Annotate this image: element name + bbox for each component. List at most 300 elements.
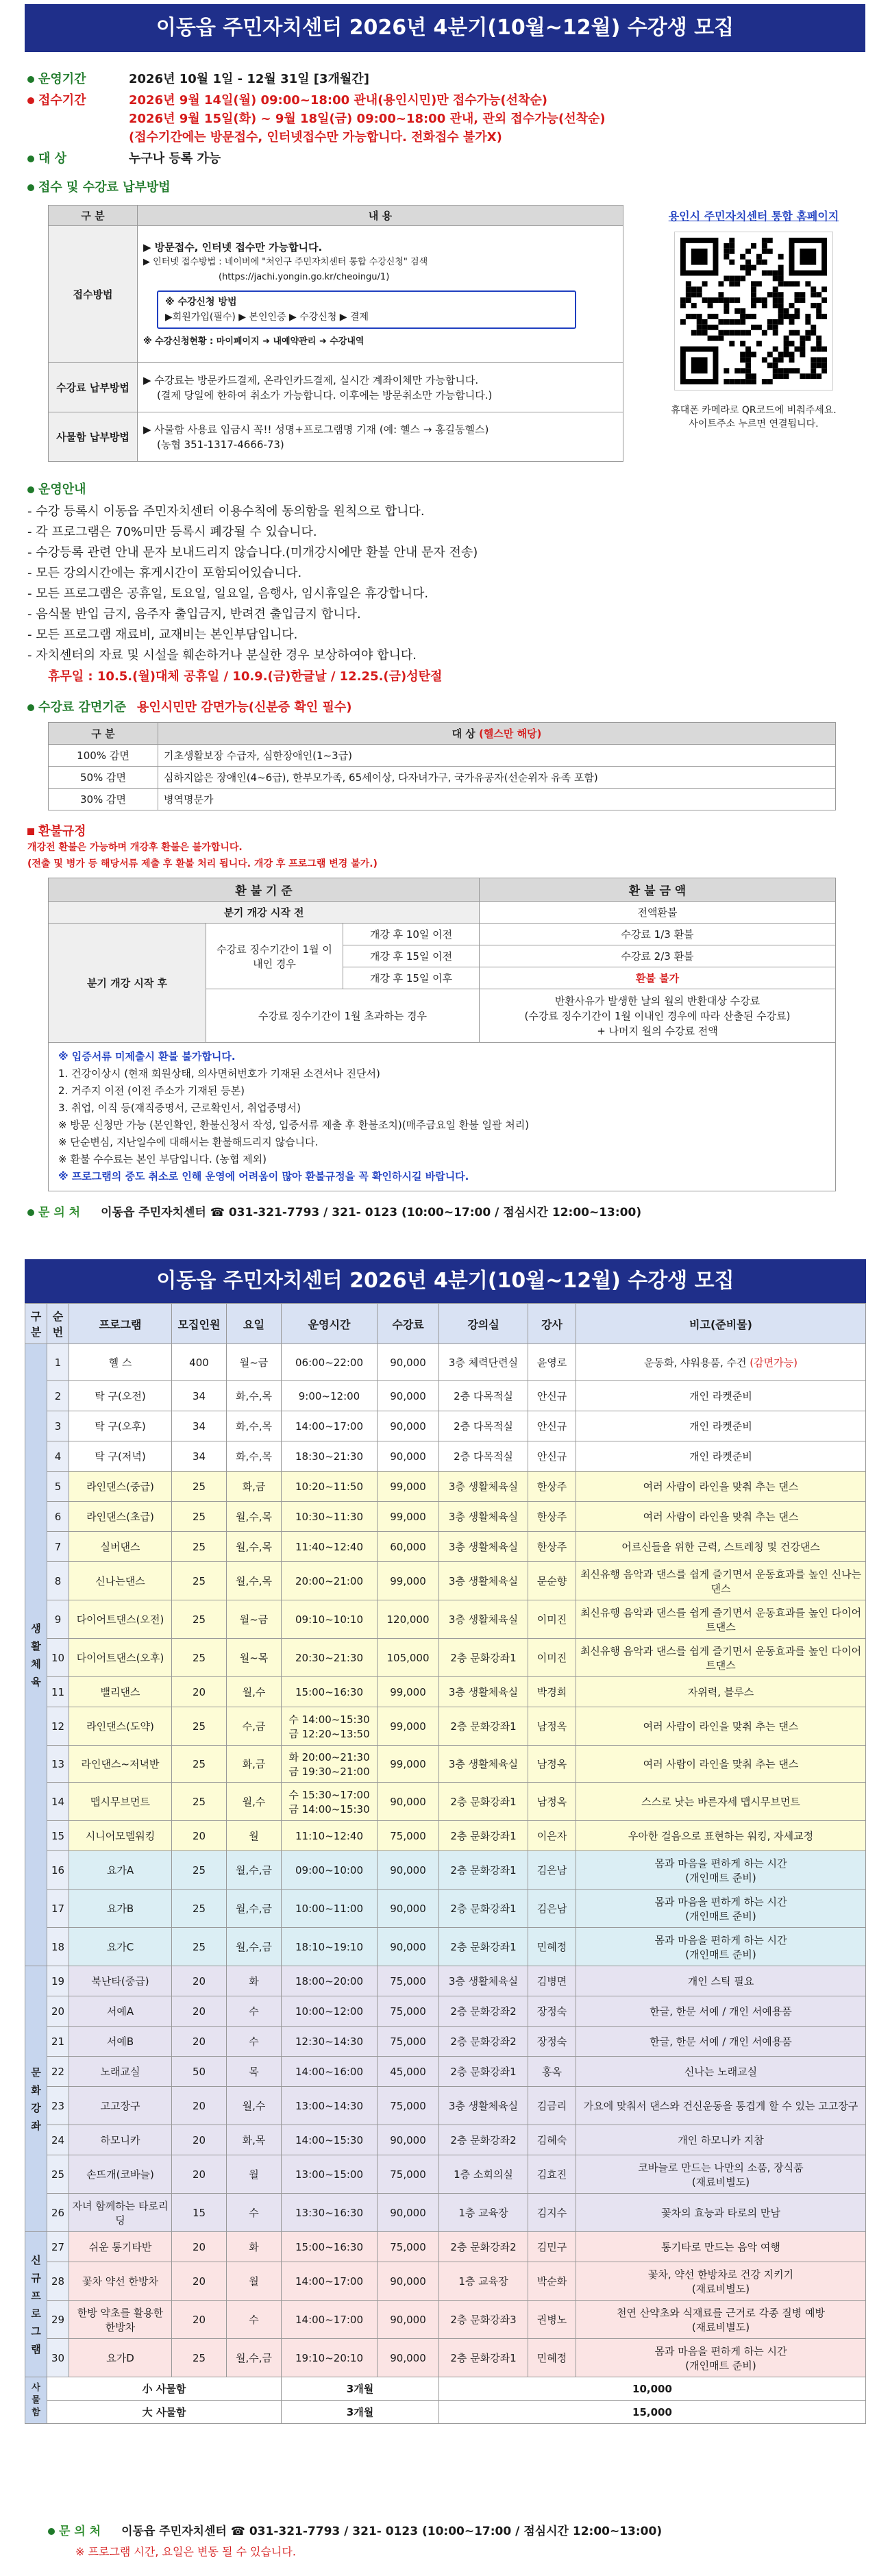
weekday xyxy=(227,2155,282,2194)
guide-label: 운영안내 xyxy=(38,482,86,497)
cell-line: 20:30~21:30 xyxy=(295,1651,364,1664)
cell-line: 75,000 xyxy=(390,1829,426,1842)
cell-line: 3층 생활체육실 xyxy=(448,1481,519,1493)
cell-line: 월,수,금 xyxy=(235,1864,272,1877)
footer-contact xyxy=(48,2521,662,2538)
room xyxy=(439,2027,528,2057)
room xyxy=(439,1344,528,1381)
fee xyxy=(378,2027,439,2057)
refund-sub-period: 개강 후 15일 이후 xyxy=(343,967,480,989)
note xyxy=(576,1381,866,1411)
cell-line: 75,000 xyxy=(390,2035,426,2048)
program-name xyxy=(69,1677,172,1707)
weekday xyxy=(227,1821,282,1851)
cell-line: 13:00~14:30 xyxy=(295,2099,364,2112)
room xyxy=(439,2262,528,2301)
note xyxy=(576,1821,866,1851)
cell-line: 18:10~19:10 xyxy=(295,1940,364,1953)
row-number xyxy=(47,2339,69,2377)
refund-doc-item: 1. 건강이상시 (현재 회원상태, 의사면허번호가 기재된 소견서나 진단서) xyxy=(58,1067,380,1080)
cell-line: 3층 생활체육실 xyxy=(448,1686,519,1698)
apply-method-title: ※ 수강신청 방법 xyxy=(165,296,237,308)
weekday xyxy=(227,1639,282,1677)
cell-line: 김은남 xyxy=(536,1864,567,1877)
row-number xyxy=(47,1639,69,1677)
cell-line: 서예A xyxy=(106,2005,134,2018)
refund-sub-amount: 환불 불가 xyxy=(480,967,836,989)
bullet-icon xyxy=(27,1209,34,1216)
fee xyxy=(378,2262,439,2301)
capacity xyxy=(172,1890,227,1928)
note xyxy=(576,2087,866,2125)
run-time xyxy=(282,1707,378,1746)
instructor xyxy=(528,1966,576,1996)
schedule-row xyxy=(25,1532,866,1562)
schedule-row xyxy=(25,1600,866,1639)
category-char: 활 xyxy=(31,1639,41,1652)
locker-category xyxy=(25,2377,47,2424)
note xyxy=(576,2155,866,2194)
room xyxy=(439,1600,528,1639)
instructor xyxy=(528,1600,576,1639)
schedule-category xyxy=(25,2232,47,2377)
program-name xyxy=(69,2232,172,2262)
cell-line: 라인댄스~저녁반 xyxy=(81,1758,160,1770)
note xyxy=(576,1562,866,1600)
instructor xyxy=(528,1677,576,1707)
capacity xyxy=(172,2194,227,2232)
cell-line: 장정숙 xyxy=(536,2005,567,2018)
guide-title xyxy=(27,480,850,497)
target-row xyxy=(27,149,863,168)
cell-line: 15 xyxy=(51,1829,65,1842)
schedule-header-cell: 강의실 xyxy=(439,1304,528,1344)
cell-line: (개인매트 준비) xyxy=(685,1909,756,1922)
row-number xyxy=(47,1441,69,1472)
cell-line: 개인 라켓준비 xyxy=(689,1420,752,1433)
pay-row-label: 접수방법 xyxy=(49,226,138,363)
cell-line: 김금리 xyxy=(536,2100,567,2112)
cell-line: 09:00~10:00 xyxy=(295,1863,364,1877)
cell-line: 맵시무브먼트 xyxy=(90,1796,150,1808)
run-time xyxy=(282,2155,378,2194)
fee xyxy=(378,1677,439,1707)
instructor xyxy=(528,1381,576,1411)
schedule-row xyxy=(25,1472,866,1502)
refund-over-value-2: (수강료 징수기간이 1월 이내인 경우에 따라 산출된 수강료) xyxy=(524,1009,791,1022)
cell-line: 남정옥 xyxy=(536,1796,567,1808)
cell-line: 한글, 한문 서예 / 개인 서예용품 xyxy=(650,2035,792,2048)
fee xyxy=(378,1441,439,1472)
cell-line: 3층 생활체육실 xyxy=(448,1575,519,1587)
fee xyxy=(378,1928,439,1966)
capacity xyxy=(172,2125,227,2155)
cell-line: 천연 산약초와 식재료를 근거로 각종 질병 예방 xyxy=(617,2306,825,2319)
cell-line: 8 xyxy=(54,1574,62,1587)
run-time xyxy=(282,1966,378,1996)
program-name xyxy=(69,1746,172,1783)
pay-row3-line2: (농협 351-1317-4666-73) xyxy=(157,438,284,451)
cell-line: 이미진 xyxy=(536,1613,567,1626)
cell-line: 26 xyxy=(51,2206,65,2219)
cell-line: 월~목 xyxy=(239,1652,269,1664)
discount-row xyxy=(49,789,836,810)
discount-header-note: (헬스만 해당) xyxy=(479,728,542,740)
cell-line: 한글, 한문 서예 / 개인 서예용품 xyxy=(650,2005,792,2018)
run-time xyxy=(282,1639,378,1677)
program-name xyxy=(69,1532,172,1562)
cell-line: 90,000 xyxy=(390,2133,426,2146)
weekday xyxy=(227,1677,282,1707)
category-char: 프 xyxy=(31,2289,41,2302)
program-name xyxy=(69,2155,172,2194)
room xyxy=(439,2057,528,2087)
cell-line: 1층 소회의실 xyxy=(454,2168,513,2181)
instructor xyxy=(528,2125,576,2155)
cell-line: 2층 문화강좌2 xyxy=(450,2035,517,2048)
cell-line: 7 xyxy=(54,1540,62,1553)
cell-line: 18 xyxy=(51,1940,65,1953)
note xyxy=(576,2339,866,2377)
schedule-header-cell: 프로그램 xyxy=(69,1304,172,1344)
guide-item: - 음식물 반입 금지, 음주자 출입금지, 반려견 출입금지 합니다. xyxy=(27,607,361,621)
cell-line: 다이어트댄스(오후) xyxy=(76,1652,164,1664)
locker-row xyxy=(25,2401,866,2424)
run-time xyxy=(282,1890,378,1928)
row-number xyxy=(47,2087,69,2125)
cell-line: 2층 문화강좌1 xyxy=(450,1864,517,1877)
cell-line: 화 xyxy=(249,2241,259,2253)
instructor xyxy=(528,1851,576,1890)
program-name xyxy=(69,2301,172,2339)
program-name xyxy=(69,1600,172,1639)
category-char: 그 xyxy=(31,2325,41,2338)
cell-line: 19 xyxy=(51,1974,65,1987)
schedule-row xyxy=(25,2087,866,2125)
row-number xyxy=(47,1746,69,1783)
note xyxy=(576,2125,866,2155)
cell-line: 2층 문화강좌1 xyxy=(450,1652,517,1664)
target-label: 대 상 xyxy=(38,151,67,166)
info-block xyxy=(27,70,863,195)
qr-caption-1: 휴대폰 카메라로 QR코드에 비춰주세요. xyxy=(671,405,837,416)
room xyxy=(439,1821,528,1851)
program-name xyxy=(69,1381,172,1411)
note xyxy=(576,2301,866,2339)
schedule-row xyxy=(25,2155,866,2194)
cell-line: 하모니카 xyxy=(100,2134,140,2146)
pay-row2-line1: ▶ 수강료는 방문카드결제, 온라인카드결제, 실시간 계좌이체만 가능합니다. xyxy=(143,373,479,386)
program-name xyxy=(69,2057,172,2087)
refund-doc-item: 2. 거주지 이전 (이전 주소가 기재된 등본) xyxy=(58,1085,245,1097)
cell-line: 월,수 xyxy=(242,1686,266,1698)
row-number xyxy=(47,1381,69,1411)
cell-line: 90,000 xyxy=(390,1940,426,1953)
schedule-row xyxy=(25,1502,866,1532)
capacity xyxy=(172,2087,227,2125)
row-number xyxy=(47,1344,69,1381)
guide-item: - 모든 강의시간에는 휴게시간이 포함되어있습니다. xyxy=(27,566,302,580)
cell-line: 45,000 xyxy=(390,2065,426,2078)
cell-line: 수 xyxy=(249,2314,259,2326)
refund-simple: ※ 단순변심, 지난일수에 대해서는 환불해드리지 않습니다. xyxy=(58,1136,319,1148)
apply-method-box xyxy=(157,290,576,329)
cell-line: 25 xyxy=(192,1902,206,1915)
cell-line: 30 xyxy=(51,2351,65,2364)
cell-line: 월 xyxy=(249,2275,259,2288)
note xyxy=(576,1600,866,1639)
cell-line: 한상주 xyxy=(536,1511,567,1523)
program-name xyxy=(69,1639,172,1677)
footer-label: 문 의 처 xyxy=(59,2525,101,2538)
guide-item: - 각 프로그램은 70%미만 등록시 폐강될 수 있습니다. xyxy=(27,525,317,539)
cell-line: 화 xyxy=(249,1975,259,1987)
bullet-icon xyxy=(48,2528,55,2535)
cell-line: 17 xyxy=(51,1902,65,1915)
refund-over-label: 수강료 징수기간이 1월 초과하는 경우 xyxy=(206,989,480,1043)
cell-line: 라인댄스(초급) xyxy=(86,1511,154,1523)
category-char: 강 xyxy=(31,2101,41,2114)
cell-line: 개인 하모니카 지참 xyxy=(678,2134,764,2146)
run-time xyxy=(282,2027,378,2057)
cell-line: 14:00~16:00 xyxy=(295,2065,364,2078)
capacity xyxy=(172,2027,227,2057)
cell-line: 어르신들을 위한 근력, 스트레칭 및 건강댄스 xyxy=(621,1541,820,1553)
refund-over-value-3: + 나머지 월의 수강료 전액 xyxy=(597,1024,718,1037)
instructor xyxy=(528,2027,576,2057)
schedule-row xyxy=(25,1441,866,1472)
refund-docs-title: ※ 입증서류 미제출시 환불 불가합니다. xyxy=(58,1050,236,1063)
schedule-row xyxy=(25,1562,866,1600)
run-time xyxy=(282,1441,378,1472)
fee xyxy=(378,2339,439,2377)
note xyxy=(576,2194,866,2232)
weekday xyxy=(227,1502,282,1532)
cell-line: 최신유행 음악과 댄스를 쉽게 즐기면서 운동효과를 높인 다이어트댄스 xyxy=(580,1606,862,1633)
room xyxy=(439,2155,528,2194)
discount-target: 병역명문가 xyxy=(158,789,836,810)
category-char: 좌 xyxy=(31,2119,41,2132)
schedule-table xyxy=(25,1303,866,2424)
cell-line: 개인 스틱 필요 xyxy=(687,1975,754,1987)
note xyxy=(576,1707,866,1746)
cell-line: 20:00~21:00 xyxy=(295,1574,364,1587)
room xyxy=(439,1532,528,1562)
cell-line: 34 xyxy=(192,1420,206,1433)
cell-line: 12:30~14:30 xyxy=(295,2035,364,2048)
room xyxy=(439,2301,528,2339)
cell-line: 25 xyxy=(192,1795,206,1808)
schedule-category xyxy=(25,1344,47,1966)
instructor xyxy=(528,1746,576,1783)
run-time xyxy=(282,1344,378,1381)
cell-line: 25 xyxy=(192,1574,206,1587)
cell-line: 김지수 xyxy=(536,2207,567,2219)
cell-line: 월,수,금 xyxy=(235,1941,272,1953)
pay-row2-line2: (결제 당일에 한하여 취소가 가능합니다. 이후에는 방문취소만 가능합니다.) xyxy=(157,388,493,401)
cell-line: 꽃차 약선 한방차 xyxy=(82,2275,158,2288)
guide-item: - 모든 프로그램 재료비, 교재비는 본인부담입니다. xyxy=(27,628,298,642)
cell-line: 금 12:20~13:50 xyxy=(288,1727,370,1740)
note xyxy=(576,1783,866,1821)
capacity xyxy=(172,1600,227,1639)
category-char: 물 xyxy=(32,2394,40,2405)
cell-line: 여러 사람이 라인을 맞춰 추는 댄스 xyxy=(643,1481,799,1493)
run-time xyxy=(282,1928,378,1966)
discount-header-target-text: 대 상 xyxy=(452,728,480,740)
fee xyxy=(378,1966,439,1996)
room xyxy=(439,1562,528,1600)
run-time xyxy=(282,1821,378,1851)
schedule-row xyxy=(25,2125,866,2155)
locker-size: 大 사물함 xyxy=(47,2401,282,2424)
room xyxy=(439,2194,528,2232)
discount-type: 100% 감면 xyxy=(49,745,158,767)
cell-line: 월,수,목 xyxy=(235,1511,272,1523)
cell-line: 90,000 xyxy=(390,1902,426,1915)
capacity xyxy=(172,1441,227,1472)
room xyxy=(439,1851,528,1890)
cell-line: 6 xyxy=(54,1510,62,1523)
cell-line: 자녀 함께하는 타로리딩 xyxy=(72,2199,169,2227)
refund-over-value-1: 반환사유가 발생한 날의 월의 반환대상 수강료 xyxy=(554,994,761,1007)
program-name xyxy=(69,1707,172,1746)
cell-line: 밸리댄스 xyxy=(100,1686,140,1698)
fee xyxy=(378,1707,439,1746)
cell-line: 1 xyxy=(54,1356,62,1369)
cell-line: 2층 문화강좌1 xyxy=(450,2066,517,2078)
schedule-header-cell: 요일 xyxy=(227,1304,282,1344)
instructor xyxy=(528,1639,576,1677)
cell-line: 10:00~11:00 xyxy=(295,1902,364,1915)
cell-line: 금 19:30~21:00 xyxy=(288,1765,370,1778)
locker-fee: 10,000 xyxy=(439,2377,866,2401)
schedule-row xyxy=(25,1411,866,1441)
capacity xyxy=(172,1562,227,1600)
cell-line: 자위력, 블루스 xyxy=(687,1686,754,1698)
room xyxy=(439,2125,528,2155)
cell-line: 11 xyxy=(51,1685,65,1698)
bullet-icon xyxy=(27,486,34,493)
schedule-row xyxy=(25,2339,866,2377)
cell-line: 2층 문화강좌1 xyxy=(450,1941,517,1953)
locker-size: 小 사물함 xyxy=(47,2377,282,2401)
cell-line: 20 xyxy=(51,2005,65,2018)
refund-before-label: 분기 개강 시작 전 xyxy=(49,902,480,924)
cell-line: 여러 사람이 라인을 맞춰 추는 댄스 xyxy=(643,1511,799,1523)
discount-row xyxy=(49,745,836,767)
contact-value: 이동읍 주민자치센터 ☎ 031-321-7793 / 321- 0123 (10:00~17:00 / 점심시간 12:00~13:00) xyxy=(101,1206,642,1219)
cell-line: 고고장구 xyxy=(100,2100,140,2112)
schedule-row xyxy=(25,2194,866,2232)
cell-line: 2층 문화강좌1 xyxy=(450,2352,517,2364)
capacity xyxy=(172,2262,227,2301)
discount-type: 30% 감면 xyxy=(49,789,158,810)
room xyxy=(439,1381,528,1411)
run-time xyxy=(282,2262,378,2301)
fee xyxy=(378,1532,439,1562)
room xyxy=(439,1472,528,1502)
weekday xyxy=(227,2057,282,2087)
refund-note-2: (전출 및 병가 등 해당서류 제출 후 환불 처리 됩니다. 개강 후 프로그램 변경 불가.) xyxy=(27,858,378,869)
cell-line: 90,000 xyxy=(390,1356,426,1369)
cell-line: 손뜨개(코바늘) xyxy=(86,2168,154,2181)
cell-line: 화,금 xyxy=(242,1481,266,1493)
capacity xyxy=(172,2057,227,2087)
pay-row1-line2: ▶ 인터넷 접수방법 : 네이버에 "처인구 주민자치센터 통합 수강신청" 검색 xyxy=(143,256,428,267)
cell-line: 15:00~16:30 xyxy=(295,1685,364,1698)
pay-section-label: 접수 및 수강료 납부방법 xyxy=(38,180,171,195)
refund-sub-period: 개강 후 15일 이전 xyxy=(343,945,480,967)
capacity xyxy=(172,1411,227,1441)
refund-within-label: 수강료 징수기간이 1월 이내인 경우 xyxy=(206,924,343,989)
cell-line: 월~금 xyxy=(239,1613,269,1626)
weekday xyxy=(227,1890,282,1928)
cell-line: 몸과 마음을 편하게 하는 시간 xyxy=(654,2344,787,2357)
qr-code-icon[interactable] xyxy=(674,232,833,391)
locker-fee: 15,000 xyxy=(439,2401,866,2424)
cell-line: 김효진 xyxy=(536,2168,567,2181)
row-number xyxy=(47,1532,69,1562)
category-char: 생 xyxy=(31,1622,41,1635)
weekday xyxy=(227,2301,282,2339)
room xyxy=(439,1441,528,1472)
cell-line: 남정옥 xyxy=(536,1720,567,1733)
category-char: 규 xyxy=(31,2271,41,2284)
locker-period: 3개월 xyxy=(282,2377,439,2401)
qr-title-link[interactable]: 용인시 주민자치센터 통합 홈페이지 xyxy=(668,210,839,223)
run-time xyxy=(282,2301,378,2339)
cell-line: 90,000 xyxy=(390,2206,426,2219)
cell-line: 코바늘로 만드는 나만의 소품, 장식품 xyxy=(638,2161,804,2174)
room xyxy=(439,2087,528,2125)
cell-line: 105,000 xyxy=(386,1651,430,1664)
instructor xyxy=(528,2301,576,2339)
weekday xyxy=(227,1441,282,1472)
bullet-icon xyxy=(27,704,34,711)
row-number xyxy=(47,1890,69,1928)
discount-target: 기초생활보장 수급자, 심한장애인(1~3급) xyxy=(158,745,836,767)
run-time xyxy=(282,1996,378,2027)
schedule-row xyxy=(25,1821,866,1851)
cell-line: 4 xyxy=(54,1450,62,1463)
instructor xyxy=(528,2232,576,2262)
program-name xyxy=(69,1966,172,1996)
row-number xyxy=(47,1851,69,1890)
page-title: 이동읍 주민자치센터 2026년 4분기(10월~12월) 수강생 모집 xyxy=(25,4,865,52)
instructor xyxy=(528,1928,576,1966)
cell-line: 2층 문화강좌2 xyxy=(450,2134,517,2146)
cell-line: 06:00~22:00 xyxy=(295,1356,364,1369)
category-char: 로 xyxy=(31,2307,41,2320)
apply-line-1: 2026년 9월 14일(월) 09:00~18:00 관내(용인시민)만 접수가능(선착순) xyxy=(129,93,548,108)
cell-line: 운동화, 샤워용품, 수건 (감면가능) xyxy=(644,1357,798,1369)
weekday xyxy=(227,1344,282,1381)
schedule-category xyxy=(25,1966,47,2232)
weekday xyxy=(227,1928,282,1966)
cell-line: 문순향 xyxy=(536,1575,567,1587)
discount-type: 50% 감면 xyxy=(49,767,158,789)
pay-row3-line1: ▶ 사물함 사용료 입금시 꼭!! 성명+프로그램명 기재 (예: 헬스 → 홍길동헬스) xyxy=(143,423,489,436)
program-name xyxy=(69,2087,172,2125)
cell-line: 15 xyxy=(192,2206,206,2219)
fee xyxy=(378,1639,439,1677)
cell-line: 개인 라켓준비 xyxy=(689,1390,752,1402)
cell-line: 14:00~17:00 xyxy=(295,2275,364,2288)
cell-line: 90,000 xyxy=(390,1389,426,1402)
cell-line: 15:00~16:30 xyxy=(295,2240,364,2253)
cell-line: 3 xyxy=(54,1420,62,1433)
